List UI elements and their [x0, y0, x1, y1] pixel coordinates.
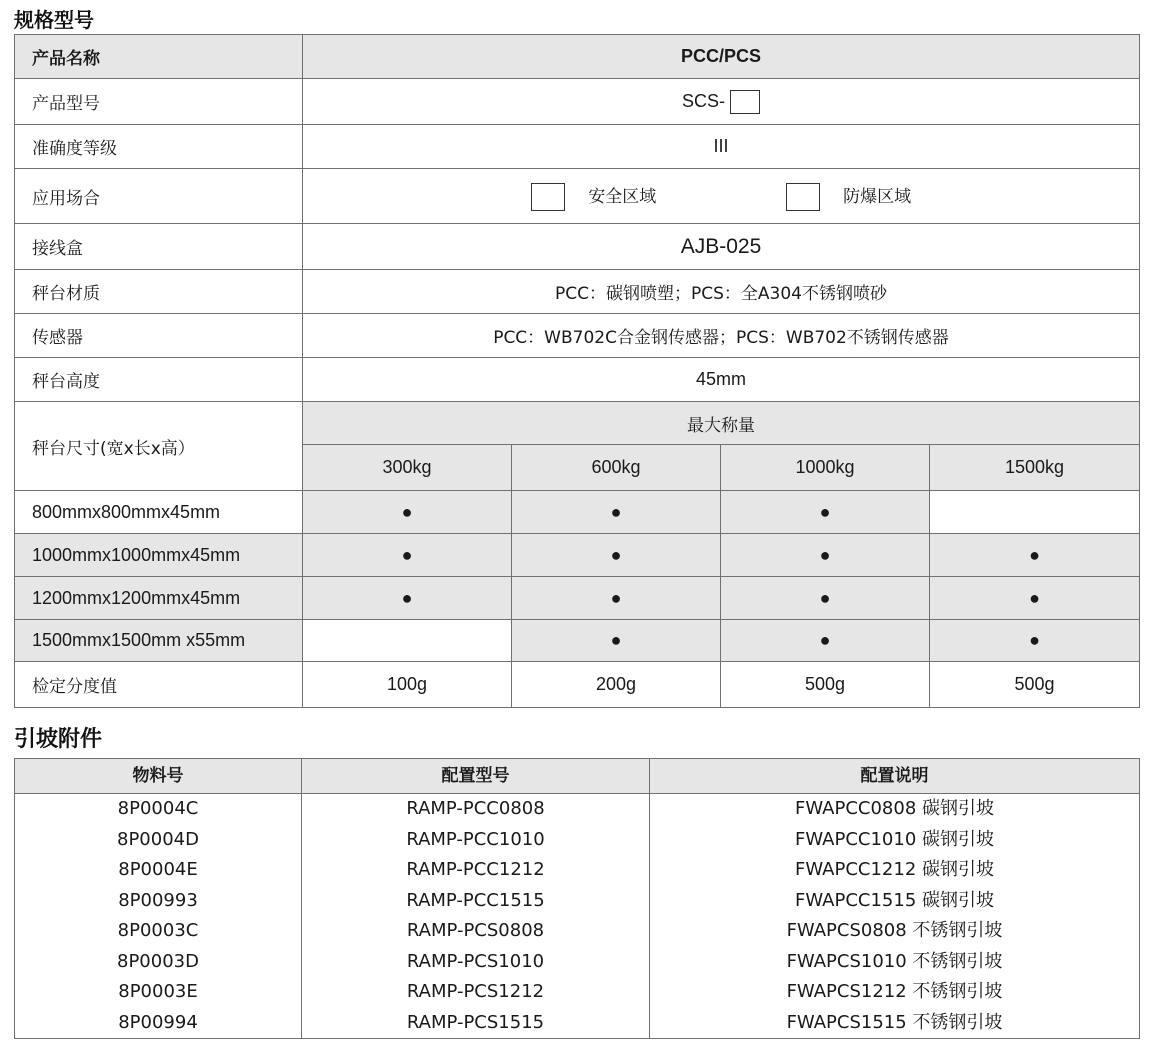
spec-section-title: 规格型号 — [14, 8, 94, 32]
sensor-label: 传感器 — [15, 314, 303, 358]
config-model-cell: RAMP-PCC0808 — [302, 794, 650, 825]
config-model-cell: RAMP-PCS1515 — [302, 1008, 650, 1039]
availability-cell: ● — [512, 534, 721, 577]
config-desc-cell: FWAPCS1515 不锈钢引坡 — [650, 1008, 1140, 1039]
config-model-cell: RAMP-PCS1212 — [302, 977, 650, 1008]
config-desc-cell: FWAPCS1010 不锈钢引坡 — [650, 947, 1140, 978]
config-desc-cell: FWAPCC1010 碳钢引坡 — [650, 825, 1140, 856]
availability-cell: ● — [930, 534, 1140, 577]
capacity-header: 600kg — [512, 445, 721, 491]
size-label: 秤台尺寸(宽x长x高） — [15, 402, 303, 491]
config-desc-cell: FWAPCC0808 碳钢引坡 — [650, 794, 1140, 825]
config-desc-cell: FWAPCS0808 不锈钢引坡 — [650, 916, 1140, 947]
config-model-cell: RAMP-PCC1515 — [302, 886, 650, 917]
availability-cell — [303, 620, 512, 662]
availability-cell — [930, 491, 1140, 534]
material-no-cell: 8P0004C — [15, 794, 302, 825]
config-desc-cell: FWAPCC1515 碳钢引坡 — [650, 886, 1140, 917]
max-capacity-label: 最大称量 — [303, 402, 1140, 445]
model-checkbox[interactable] — [730, 90, 760, 114]
safe-area-label: 安全区域 — [588, 186, 657, 207]
availability-cell: ● — [930, 620, 1140, 662]
material-value: PCC：碳钢喷塑；PCS：全A304不锈钢喷砂 — [303, 270, 1140, 314]
division-value: 500g — [721, 662, 930, 708]
division-value: 200g — [512, 662, 721, 708]
config-desc-header: 配置说明 — [650, 759, 1140, 794]
spec-table — [14, 34, 1140, 708]
accuracy-label: 准确度等级 — [15, 125, 303, 169]
size-row-label: 1200mmx1200mmx45mm — [15, 577, 303, 620]
material-no-cell: 8P0003C — [15, 916, 302, 947]
product-name-label: 产品名称 — [15, 35, 303, 79]
safe-area-checkbox[interactable] — [531, 183, 565, 211]
accessories-table — [14, 758, 1140, 1039]
model-cell — [303, 79, 1140, 125]
material-no-cell: 8P00994 — [15, 1008, 302, 1039]
availability-cell: ● — [721, 577, 930, 620]
sensor-value: PCC：WB702C合金钢传感器；PCS：WB702不锈钢传感器 — [303, 314, 1140, 358]
application-cell — [303, 169, 1140, 224]
capacity-header: 1500kg — [930, 445, 1140, 491]
explosion-proof-label: 防爆区域 — [843, 186, 912, 207]
explosion-proof-checkbox[interactable] — [786, 183, 820, 211]
accessories-section-title: 引坡附件 — [14, 727, 103, 752]
size-row-label: 800mmx800mmx45mm — [15, 491, 303, 534]
junction-box-label: 接线盒 — [15, 224, 303, 270]
accuracy-value: III — [303, 125, 1140, 169]
availability-cell: ● — [303, 491, 512, 534]
division-value: 100g — [303, 662, 512, 708]
material-no-header: 物料号 — [15, 759, 302, 794]
application-label: 应用场合 — [15, 169, 303, 224]
config-desc-cell: FWAPCC1212 碳钢引坡 — [650, 855, 1140, 886]
availability-cell: ● — [512, 577, 721, 620]
availability-cell: ● — [930, 577, 1140, 620]
material-no-cell: 8P0003E — [15, 977, 302, 1008]
availability-cell: ● — [721, 620, 930, 662]
material-no-cell: 8P0004E — [15, 855, 302, 886]
size-row-label: 1500mmx1500mm x55mm — [15, 620, 303, 662]
availability-cell: ● — [512, 620, 721, 662]
material-label: 秤台材质 — [15, 270, 303, 314]
capacity-header: 1000kg — [721, 445, 930, 491]
config-model-cell: RAMP-PCS1010 — [302, 947, 650, 978]
availability-cell: ● — [303, 577, 512, 620]
material-no-cell: 8P0004D — [15, 825, 302, 856]
height-label: 秤台高度 — [15, 358, 303, 402]
config-model-cell: RAMP-PCS0808 — [302, 916, 650, 947]
model-label: 产品型号 — [15, 79, 303, 125]
model-value: SCS- — [681, 90, 725, 111]
product-name-value: PCC/PCS — [303, 35, 1140, 79]
availability-cell: ● — [721, 534, 930, 577]
config-model-cell: RAMP-PCC1010 — [302, 825, 650, 856]
size-row-label: 1000mmx1000mmx45mm — [15, 534, 303, 577]
config-model-cell: RAMP-PCC1212 — [302, 855, 650, 886]
capacity-header: 300kg — [303, 445, 512, 491]
config-model-header: 配置型号 — [302, 759, 650, 794]
height-value: 45mm — [303, 358, 1140, 402]
material-no-cell: 8P0003D — [15, 947, 302, 978]
availability-cell: ● — [303, 534, 512, 577]
division-label: 检定分度值 — [15, 662, 303, 708]
availability-cell: ● — [721, 491, 930, 534]
junction-box-value: AJB-025 — [303, 224, 1140, 270]
material-no-cell: 8P00993 — [15, 886, 302, 917]
division-value: 500g — [930, 662, 1140, 708]
availability-cell: ● — [512, 491, 721, 534]
config-desc-cell: FWAPCS1212 不锈钢引坡 — [650, 977, 1140, 1008]
